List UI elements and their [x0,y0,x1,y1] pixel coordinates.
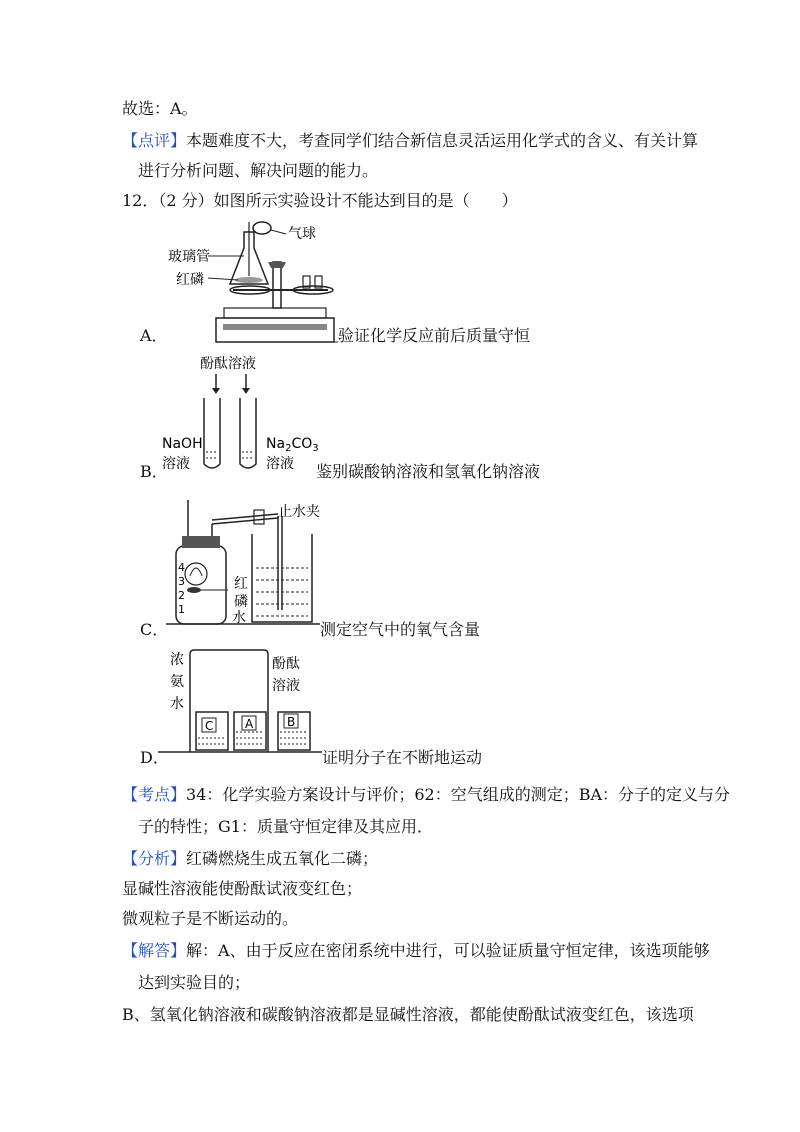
jieda-tag: 【解答】 [122,941,187,960]
label-phenolphthalein: 酚酞溶液 [200,356,256,372]
label-na2co3-solution: 溶液 [266,456,294,472]
scale-4: 4 [178,561,185,574]
label-na2co3: $Na_2CO_3$ [266,436,319,454]
jieda-text-1: 解：A、由于反应在密闭系统中进行，可以验证质量守恒定律，该选项能够 [186,941,710,960]
option-d-letter: D． [140,748,169,767]
label-clamp: 止水夹 [278,504,320,520]
label-conc: 浓 [170,652,184,668]
label-phenolphthalein-d: 酚酞 [272,656,300,672]
option-a-figure [168,218,338,346]
fenxi-line-1 [122,848,378,870]
label-ammonia: 氨 [170,674,184,690]
option-b-figure [158,352,319,480]
fenxi-line-3: 微观粒子是不断运动的。 [122,909,299,928]
option-b-letter: B． [140,462,168,481]
label-water-d: 水 [170,696,184,712]
answer-line: 故选：A。 [122,99,198,118]
jieda-line-2: 达到实验目的； [138,973,251,992]
label-balloon: 气球 [288,226,316,242]
comment-text-1: 本题难度不大，考查同学们结合新信息灵活运用化学式的含义、有关计算 [186,131,699,150]
question-stem: 12．（2 分）如图所示实验设计不能达到目的是（ ） [122,191,518,210]
beaker-a-label: A [245,717,254,731]
label-solution-d: 溶液 [272,678,300,694]
option-d-caption: 证明分子在不断地运动 [322,748,483,767]
label-red: 红 [234,576,248,592]
fenxi-line-2: 显碱性溶液能使酚酞试液变红色； [122,879,363,898]
label-phosphorus: 磷 [234,594,248,610]
kaodian-text-1: 34：化学实验方案设计与评价；62：空气组成的测定；BA：分子的定义与分 [186,785,731,804]
scale-3: 3 [178,575,185,588]
option-d-figure [158,648,322,760]
label-naoh: NaOH [162,436,203,452]
option-c-figure [166,494,320,630]
option-a-caption: 验证化学反应前后质量守恒 [338,326,531,345]
comment-line-1 [122,130,698,152]
label-glass-tube: 玻璃管 [168,249,210,265]
option-b-caption: 鉴别碳酸钠溶液和氢氧化钠溶液 [316,462,541,481]
kaodian-line-2: 子的特性；G1：质量守恒定律及其应用． [138,817,433,836]
option-a-letter: A． [140,326,168,345]
label-water: 水 [232,610,246,626]
option-c-letter: C． [140,620,169,639]
beaker-c-label: C [205,719,214,733]
kaodian-tag: 【考点】 [122,785,187,804]
jieda-line-1 [122,940,710,962]
beaker-b-label: B [287,715,296,729]
comment-line-2: 进行分析问题、解决问题的能力。 [138,161,379,180]
label-red-phosphorus: 红磷 [176,272,204,288]
scale-1: 1 [178,603,185,616]
fenxi-tag: 【分析】 [122,849,187,868]
option-c-caption: 测定空气中的氧气含量 [320,620,481,639]
kaodian-line-1 [122,784,730,806]
comment-tag: 【点评】 [122,131,187,150]
label-naoh-solution: 溶液 [162,456,190,472]
jieda-line-3: B、氢氧化钠溶液和碳酸钠溶液都是显碱性溶液，都能使酚酞试液变红色，该选项 [122,1005,694,1024]
fenxi-text-1: 红磷燃烧生成五氧化二磷； [186,849,379,868]
scale-2: 2 [178,589,185,602]
